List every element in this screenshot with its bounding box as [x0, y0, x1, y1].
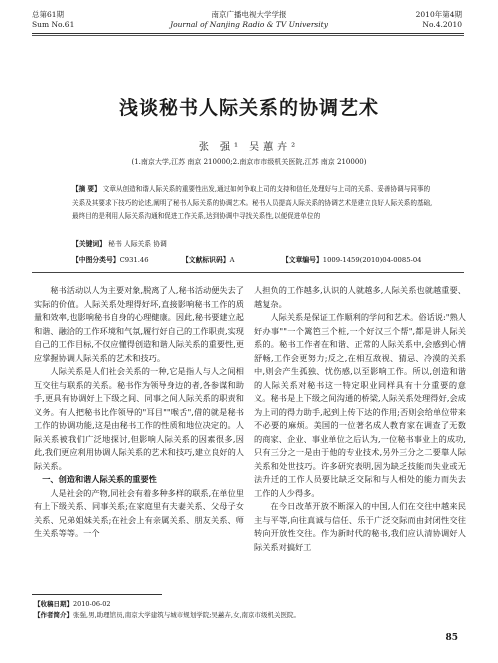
received-date-label: 【收稿日期】 [34, 600, 73, 608]
page-number: 85 [445, 633, 458, 643]
doc-code-label: 【文献标识码】 [182, 256, 230, 264]
body-paragraph: 人际关系是人们社会关系的一种,它是指人与人之间相互交往与联系的关系。秘书作为领导身边的者,各参谋和助手,更具有协调好上下级之间、同事之间人际关系的职责和义务。有人把秘书比作领导的"耳目""喉舌",借的就是秘书工作的协调功能,这是由秘书工作的性质和地位决定的。人际关系被我们广泛地探讨,但影响人际关系的因素很多,因此,我们更应利用协调人际关系的艺术和技巧,建立良好的人际关系。 [34, 366, 244, 471]
body-paragraph: 人是社会的产物,同社会有着多种多样的联系,在单位里有上下级关系、同事关系;在家庭里有夫妻关系、父母子女关系、兄弟姐妹关系;在社会上有亲属关系、朋友关系、师生关系等等。一个 [34, 487, 244, 538]
body-column-left [34, 284, 244, 541]
author-bio-label: 【作者简介】 [34, 611, 73, 619]
header-rule-thin [32, 35, 464, 36]
journal-name-cn: 南京广播电视大学学报 [211, 10, 287, 19]
clc-label: 【中图分类号】 [72, 256, 120, 264]
abstract-text: 文章从创造和谐人际关系的重要性出发,通过如何争取上司的支持和信任,处理好与上司的关系、妥善协调与同事的关系及其要求下技巧的论述,阐明了秘书人际关系的协调艺术。秘书人员提高人际关系的协调艺术是建立良好人际关系的基础,最终目的是利用人际关系沟通和促进工作关系,达到协调中寻找关系性,以便促进单位的 [72, 185, 433, 220]
body-paragraph: 人担负的工作越多,认识的人就越多,人际关系也就越重要、越复杂。 [254, 285, 466, 309]
abstract-label: 【摘 要】 [72, 185, 101, 193]
author-bio [34, 610, 300, 619]
keywords-label: 【关键词】 [72, 240, 106, 248]
doc-code [182, 254, 282, 264]
received-date [34, 599, 110, 608]
issue-sum-cn: 总第61期 [32, 10, 65, 19]
abstract-separator [32, 272, 464, 273]
article-number-value: 1009-1459(2010)04-0085-04 [322, 256, 422, 264]
author-affiliation: (1.南京大学,江苏 南京 210000;2.南京市市级机关医院,江苏 南京 210000) [131, 158, 367, 166]
received-date-value: 2010-06-02 [73, 600, 111, 608]
clc-value: C931.46 [119, 256, 149, 264]
body-column-right [254, 284, 466, 554]
keywords [72, 238, 167, 248]
doc-code-value: A [229, 256, 235, 264]
footnote-rule [32, 594, 162, 595]
article-title: 浅谈秘书人际关系的协调艺术 [118, 97, 379, 119]
article-number-label: 【文章编号】 [282, 256, 323, 264]
classification-row [72, 254, 436, 264]
body-paragraph: 人际关系是保证工作顺利的学问和艺术。俗话说:"熟人好办事""一个篱笆三个桩,一个好汉三个帮",都是讲人际关系的。秘书工作者在和谐、正常的人际关系中,会感到心情舒畅,工作会更努力;反之,在相互敌视、猜忌、冷漠的关系中,则会产生孤独、忧伤感,以至影响工作。所以,创造和谐的人际关系对秘书这一特定职业同样具有十分重要的意义。秘书是上下级之间沟通的桥梁,人际关系处理得好,会成为上司的得力助手,起到上传下达的作用;否则会给单位带来不必要的麻烦。美国的一位著名成人教育家在调查了无数的商家、企业、事业单位之后认为,一位秘书事业上的成功,只有三分之一是由于他的专业技术,另外三分之二要靠人际关系和处世技巧。许多研究表明,因为缺乏技能而失业或无法升迁的工作人员要比缺乏交际和与人相处的能力而失去工作的人少得多。 [254, 312, 466, 498]
issue-year-cn: 2010年第4期 [415, 10, 462, 19]
author-bio-value: 张强,男,助理馆员,南京大学建筑与城市规划学院;吴蕙卉,女,南京市级机关医院。 [73, 611, 301, 619]
journal-issue-right [416, 10, 462, 30]
article-authors: 张 强¹ 吴蕙卉² [198, 142, 300, 153]
clc-number [72, 254, 182, 264]
journal-name-en: Journal of Nanjing Radio & TV University [170, 20, 328, 29]
section-heading: 一、创造和谐人际关系的重要性 [42, 474, 157, 484]
body-paragraph: 在今日改革开放不断深入的中国,人们在交往中越来民主与平等,向往真诚与信任、乐于广泛交际而由封闭性交往转向开放性交往。作为新时代的秘书,我们应认清协调好人际关系对搞好工 [254, 501, 466, 552]
article-number [282, 254, 421, 264]
abstract [72, 183, 436, 224]
issue-year-en: No.4.2010 [422, 20, 462, 29]
body-paragraph: 秘书活动以人为主要对象,脱离了人,秘书活动便失去了实际的价值。人际关系处理得好坏,直接影响秘书工作的质量和效率,也影响秘书自身的心理健康。因此,秘书要建立起和谐、融洽的工作环境和气氛,履行好自己的工作职责,实现自己的工作目标,不仅应懂得创造和谐人际关系的重要性,更应掌握协调人际关系的艺术和技巧。 [34, 285, 244, 363]
issue-sum-en: Sum No.61 [32, 20, 75, 29]
keywords-text: 秘书 人际关系 协调 [108, 240, 167, 248]
header-rule [32, 33, 464, 34]
